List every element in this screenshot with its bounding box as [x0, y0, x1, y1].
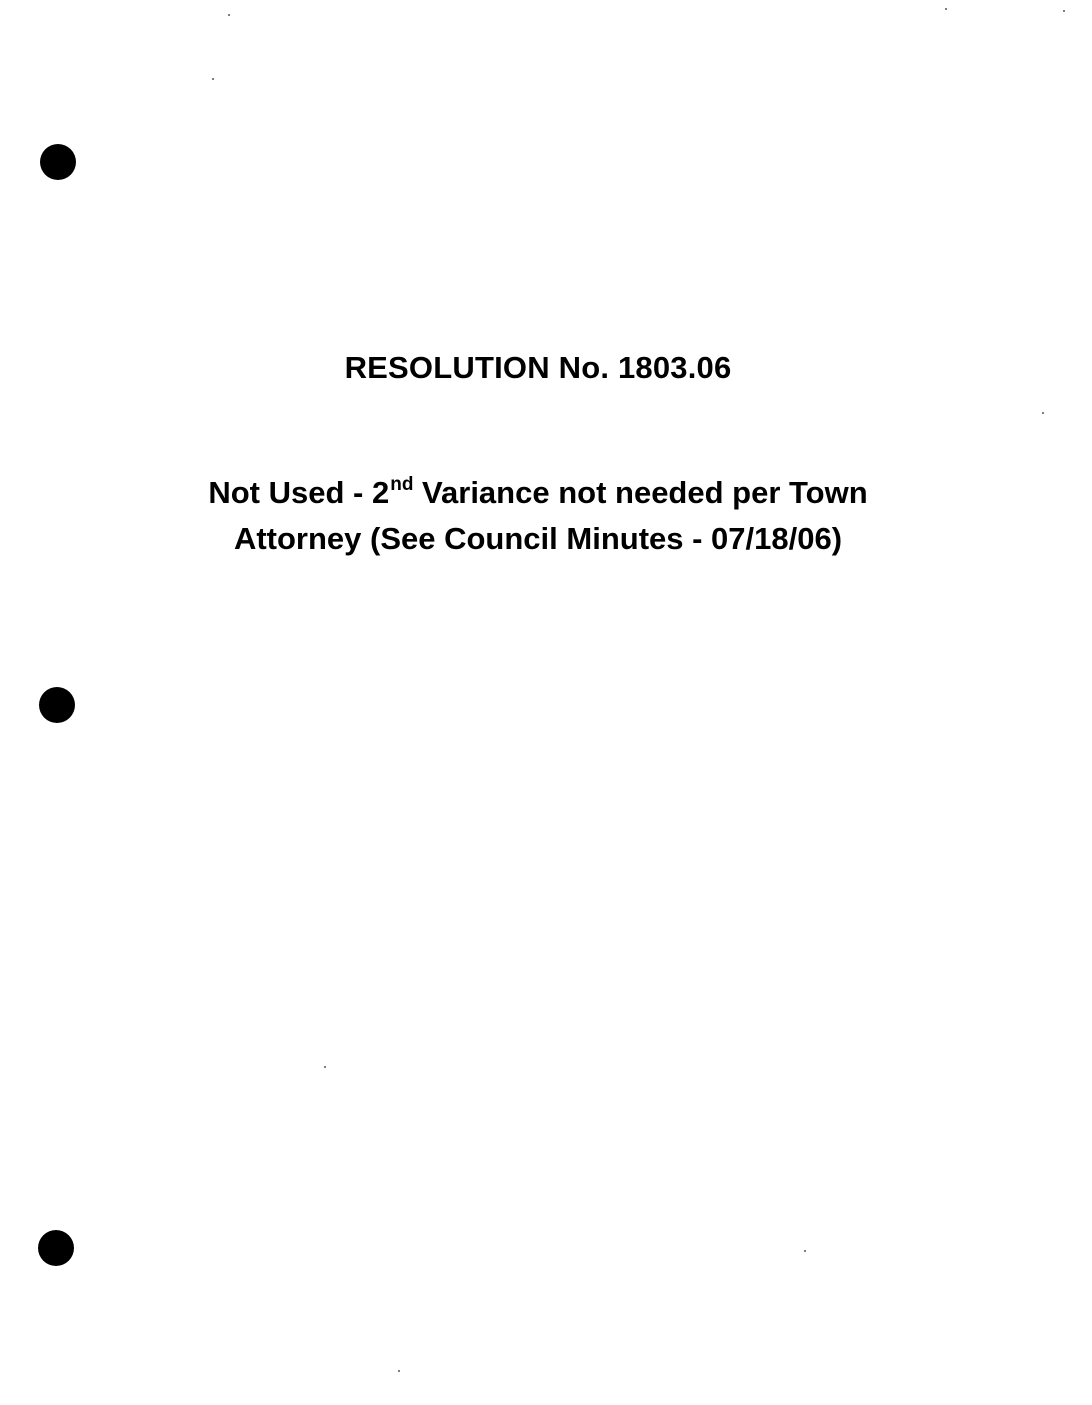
note-line-2: Attorney (See Council Minutes - 07/18/06) — [233, 521, 843, 556]
resolution-note — [0, 472, 1076, 559]
scan-speck — [1063, 10, 1065, 12]
scan-speck — [398, 1370, 400, 1372]
scan-speck — [945, 8, 947, 10]
ordinal-suffix: nd — [390, 474, 414, 495]
punch-hole-middle — [39, 687, 75, 723]
note-line-1-start: Not Used - 2 — [208, 475, 390, 510]
punch-hole-top — [40, 144, 76, 180]
punch-hole-bottom — [38, 1230, 74, 1266]
scan-speck — [324, 1066, 326, 1068]
scan-speck — [804, 1250, 806, 1252]
note-line-1 — [208, 475, 867, 510]
note-line-1-end: Variance not needed per Town — [413, 475, 868, 510]
scan-speck — [228, 14, 230, 16]
scan-speck — [212, 78, 214, 80]
scan-speck — [1042, 412, 1044, 414]
resolution-title: RESOLUTION No. 1803.06 — [344, 350, 732, 385]
